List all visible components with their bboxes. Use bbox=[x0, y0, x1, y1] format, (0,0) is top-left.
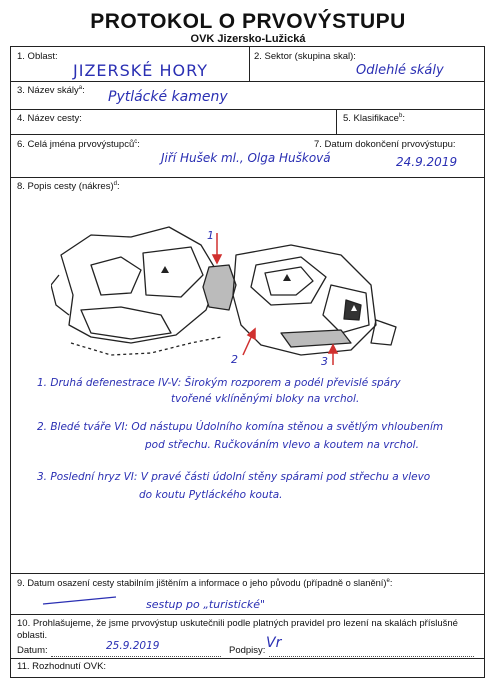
popis-label: 8. Popis cesty (nákres)$^d$: bbox=[17, 181, 120, 193]
column-divider bbox=[249, 47, 250, 81]
sektor-value: Odlehlé skály bbox=[356, 63, 444, 78]
datum-label: Datum: bbox=[17, 645, 48, 656]
hatched-block bbox=[203, 265, 236, 310]
row-divider bbox=[11, 134, 484, 135]
route-sketch bbox=[51, 215, 401, 365]
row-divider bbox=[11, 177, 484, 178]
nazev-skaly-value: Pytlácké kameny bbox=[108, 89, 228, 105]
sektor-label: 2. Sektor (skupina skal): bbox=[254, 51, 356, 62]
prvovystupci-value: Jiří Hušek ml., Olga Hušková bbox=[161, 151, 331, 165]
page-title: PROTOKOL O PRVOVÝSTUPU bbox=[90, 10, 406, 33]
row-divider bbox=[11, 658, 484, 659]
route-marker-3: 3 bbox=[321, 355, 328, 365]
summit-icon bbox=[283, 274, 291, 281]
rock-outline bbox=[61, 227, 219, 343]
osazeni-label: 9. Datum osazení cesty stabilním jištěním a informace o jeho původu (případně o slanění)$^e$: bbox=[17, 578, 393, 589]
podpisy-label: Podpisy: bbox=[229, 645, 266, 656]
row-divider bbox=[11, 573, 484, 574]
route-line: pod střechu. Ručkováním vlevo a koutem na vrchol. bbox=[145, 439, 419, 451]
protocol-form bbox=[10, 46, 485, 678]
route-arrow-head bbox=[248, 329, 255, 339]
rock-outline bbox=[51, 275, 69, 315]
osazeni-dash bbox=[41, 595, 121, 607]
prvovystupci-label: 6. Celá jména prvovýstupců$^c$: bbox=[17, 139, 140, 151]
nazev-cesty-label: 4. Název cesty: bbox=[17, 113, 82, 124]
nazev-skaly-label: 3. Název skály$^a$: bbox=[17, 85, 85, 97]
rock-block bbox=[143, 247, 203, 297]
route-line: do koutu Pytláckého kouta. bbox=[139, 489, 283, 501]
osazeni-value: sestup po „turistické" bbox=[146, 598, 266, 611]
podpisy-line bbox=[269, 656, 474, 657]
row-divider bbox=[11, 614, 484, 615]
rock-block bbox=[81, 307, 171, 339]
prohlaseni-text: 10. Prohlašujeme, že jsme prvovýstup uskutečnili podle platných pravidel pro lezení na skalách příslušné oblasti. bbox=[17, 618, 458, 641]
route-line: tvořené vklíněnými bloky na vrchol. bbox=[171, 393, 360, 405]
row-divider bbox=[11, 81, 484, 82]
route-arrow-head bbox=[213, 255, 221, 263]
route-marker-2: 2 bbox=[231, 353, 238, 365]
oblast-label: 1. Oblast: bbox=[17, 51, 58, 62]
datum-line bbox=[51, 656, 221, 657]
datum-value: 25.9.2019 bbox=[106, 640, 160, 652]
summit-icon bbox=[161, 266, 169, 273]
row-divider bbox=[11, 109, 484, 110]
datum-dokonceni-value: 24.9.2019 bbox=[396, 155, 458, 169]
rock-block bbox=[91, 257, 141, 295]
route-arrow-head bbox=[329, 345, 337, 353]
rock-block bbox=[371, 320, 396, 345]
oblast-value: JIZERSKÉ HORY bbox=[73, 61, 208, 80]
klasifikace-label: 5. Klasifikace$^b$: bbox=[343, 113, 405, 125]
page-subtitle: OVK Jizersko-Lužická bbox=[190, 33, 306, 45]
route-line: 2. Bledé tváře VI: Od nástupu Údolního komína stěnou a světlým vhloubením bbox=[37, 421, 444, 433]
hatched-block bbox=[281, 330, 351, 347]
column-divider bbox=[336, 109, 337, 134]
rozhodnuti-label: 11. Rozhodnutí OVK: bbox=[17, 661, 107, 672]
datum-dokonceni-label: 7. Datum dokončení prvovýstupu: bbox=[314, 139, 456, 150]
route-marker-1: 1 bbox=[207, 229, 214, 242]
route-line: 1. Druhá defenestrace IV-V: Širokým rozporem a podél převislé spáry bbox=[37, 377, 401, 389]
signature: Vr bbox=[266, 635, 282, 651]
route-line: 3. Poslední hryz VI: V pravé části údolní stěny spárami pod střechu a vlevo bbox=[37, 471, 431, 483]
